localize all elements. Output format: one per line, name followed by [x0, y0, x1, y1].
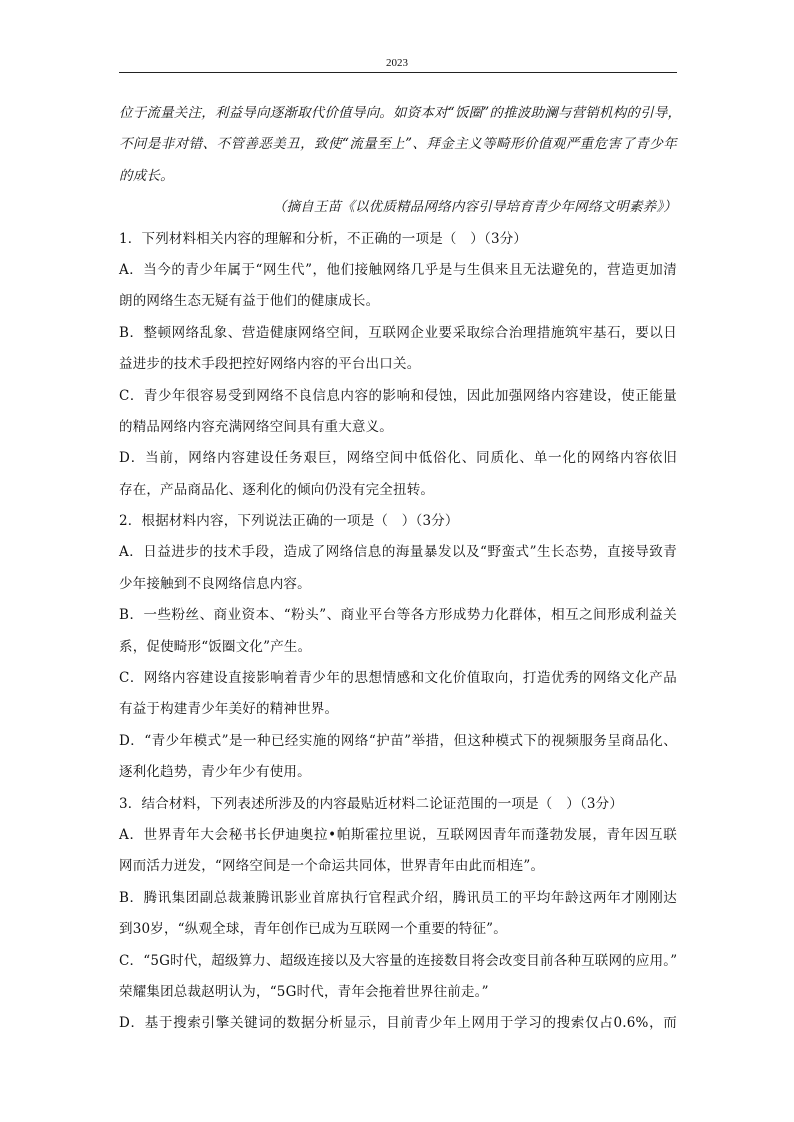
question-2-option-c: C．网络内容建设直接影响着青少年的思想情感和文化价值取向，打造优秀的网络文化产品 — [119, 670, 677, 687]
question-1-option-d: D．当前，网络内容建设任务艰巨，网络空间中低俗化、同质化、单一化的网络内容依旧 — [119, 450, 677, 467]
question-2-option-a: A．日益进步的技术手段，造成了网络信息的海量暴发以及“野蛮式”生长态势，直接导致青 — [119, 544, 677, 561]
question-3-option-c: C．“5G时代，超级算力、超级连接以及大容量的连接数目将会改变目前各种互联网的应用。” — [119, 952, 678, 969]
question-3-option-b: B．腾讯集团副总裁兼腾讯影业首席执行官程武介绍，腾讯员工的平均年龄这两年才刚刚达 — [119, 889, 677, 906]
question-2-option-d: D．“青少年模式”是一种已经实施的网络“护苗”举措，但这种模式下的视频服务呈商品化、 — [119, 732, 677, 749]
question-3-option-d: D．基于搜索引擎关键词的数据分析显示，目前青少年上网用于学习的搜索仅占0.6%，而 — [119, 1015, 677, 1032]
passage-line: 的成长。 — [119, 167, 174, 184]
question-1-option-c-cont: 的精品网络内容充满网络空间具有重大意义。 — [119, 418, 393, 435]
passage-line: 不问是非对错、不管善恶美丑，致使“流量至上”、拜金主义等畸形价值观严重危害了青少年 — [119, 136, 677, 153]
question-1-option-a-cont: 朗的网络生态无疑有益于他们的健康成长。 — [119, 293, 380, 310]
question-1-option-b: B．整顿网络乱象、营造健康网络空间，互联网企业要采取综合治理措施筑牢基石，要以日 — [119, 324, 677, 341]
page-header-year: 2023 — [386, 57, 408, 69]
question-2-option-c-cont: 有益于构建青少年美好的精神世界。 — [119, 701, 339, 718]
passage-source: （摘自王苗《以优质精品网络内容引导培育青少年网络文明素养》） — [272, 199, 677, 216]
question-3-option-c-cont: 荣耀集团总裁赵明认为，“5G时代，青年会拖着世界往前走。” — [119, 983, 489, 1000]
passage-line: 位于流量关注，利益导向逐渐取代价值导向。如资本对“饭圈”的推波助澜与营销机构的引导， — [119, 105, 682, 121]
question-2-option-b-cont: 系，促使畸形“饭圈文化”产生。 — [119, 638, 312, 655]
question-1-option-b-cont: 益进步的技术手段把控好网络内容的平台出口关。 — [119, 356, 421, 373]
question-2-stem: 2．根据材料内容，下列说法正确的一项是（ ）（3分） — [119, 513, 459, 530]
question-1-option-d-cont: 存在，产品商品化、逐利化的倾向仍没有完全扭转。 — [119, 481, 435, 498]
question-2-option-d-cont: 逐利化趋势，青少年少有使用。 — [119, 764, 311, 781]
document-body — [119, 98, 682, 1040]
question-3-option-a-cont: 网而活力迸发，“网络空间是一个命运共同体，世界青年由此而相连”。 — [119, 858, 545, 875]
header-divider — [119, 72, 677, 73]
question-3-stem: 3．结合材料，下列表述所涉及的内容最贴近材料二论证范围的一项是（ ）（3分） — [119, 795, 624, 812]
question-1-option-c: C．青少年很容易受到网络不良信息内容的影响和侵蚀，因此加强网络内容建设，使正能量 — [119, 387, 677, 404]
question-3-option-a: A．世界青年大会秘书长伊迪奥拉•帕斯霍拉里说，互联网因青年而蓬勃发展，青年因互联 — [119, 826, 677, 843]
question-1-stem: 1．下列材料相关内容的理解和分析，不正确的一项是（ ）（3分） — [119, 230, 528, 247]
question-2-option-a-cont: 少年接触到不良网络信息内容。 — [119, 575, 311, 592]
question-2-option-b: B．一些粉丝、商业资本、“粉头”、商业平台等各方形成势力化群体，相互之间形成利益关 — [119, 607, 677, 624]
question-1-option-a: A．当今的青少年属于“网生代”，他们接触网络几乎是与生俱来且无法避免的，营造更加清 — [119, 261, 677, 278]
question-3-option-b-cont: 到30岁，“纵观全球，青年创作已成为互联网一个重要的特征”。 — [119, 921, 507, 938]
